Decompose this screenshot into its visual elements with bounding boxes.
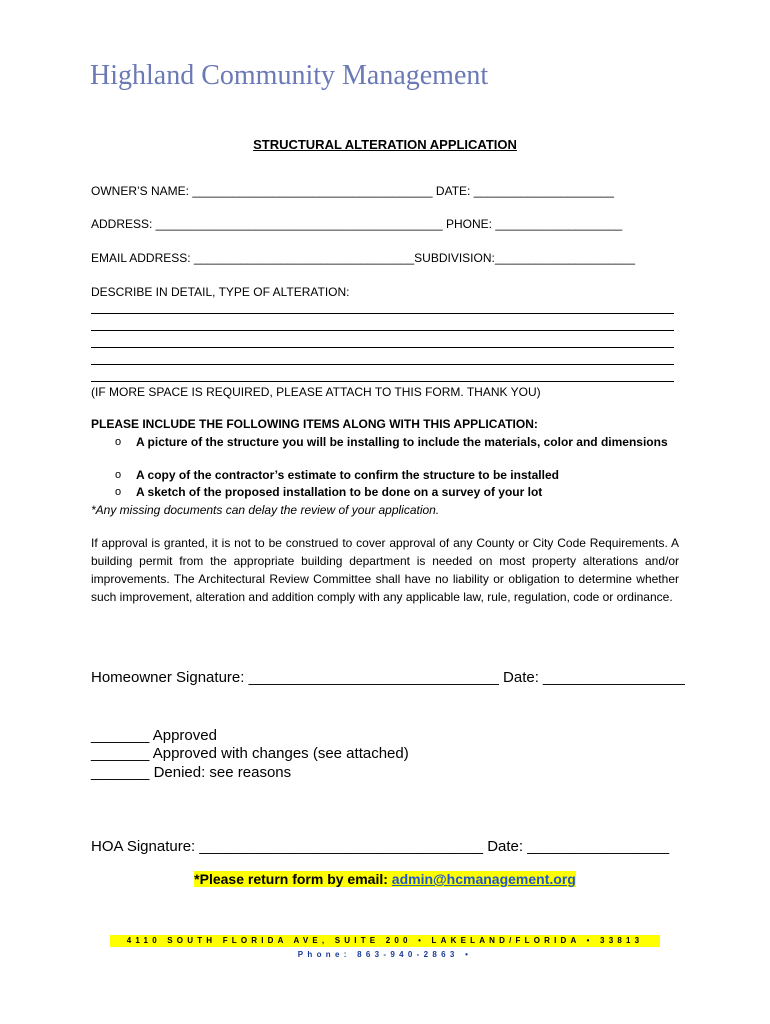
email-link[interactable]: admin@hcmanagement.org: [391, 871, 576, 887]
include-item: A copy of the contractor’s estimate to confirm the structure to be installed: [136, 468, 559, 482]
bullet-icon: o: [115, 436, 122, 448]
approved-option[interactable]: _______ Approved: [91, 727, 217, 744]
missing-docs-warning: *Any missing documents can delay the review of your application.: [91, 503, 440, 517]
describe-line[interactable]: [91, 364, 674, 365]
describe-line[interactable]: [91, 313, 674, 314]
address-phone-field[interactable]: ADDRESS: ___________________________________________ PHONE: ___________________: [91, 217, 623, 231]
include-item: A sketch of the proposed installation to be done on a survey of your lot: [136, 485, 543, 499]
bullet-icon: o: [115, 469, 122, 481]
return-prefix: *Please return form by email:: [194, 871, 392, 887]
email-subdivision-field[interactable]: EMAIL ADDRESS: _________________________________SUBDIVISION:_____________________: [91, 251, 635, 265]
footer-phone: Phone: 863-940-2863 •: [297, 950, 473, 959]
describe-line[interactable]: [91, 330, 674, 331]
return-instruction: [0, 871, 770, 887]
disclaimer-paragraph: If approval is granted, it is not to be construed to cover approval of any County or City Code Requirements. A building permit from the appropriate building department is needed on most property alterations and/or improvements. The Architectural Review Committee shall have no liability or obligation to determine whether such improvement, alteration and addition comply with any applicable law, rule, regulation, code or ordinance.: [91, 536, 679, 604]
footer-address: 4110 SOUTH FLORIDA AVE, SUITE 200 • LAKELAND/FLORIDA • 33813: [126, 936, 644, 945]
denied-option[interactable]: _______ Denied: see reasons: [91, 764, 292, 781]
approved-with-changes-option[interactable]: _______ Approved with changes (see attached): [91, 745, 409, 762]
include-item: A picture of the structure you will be installing to include the materials, color and dimensions: [136, 435, 668, 449]
form-title: STRUCTURAL ALTERATION APPLICATION: [253, 137, 517, 152]
organization-name: Highland Community Management: [90, 60, 489, 91]
describe-line[interactable]: [91, 347, 674, 348]
describe-label: DESCRIBE IN DETAIL, TYPE OF ALTERATION:: [91, 285, 350, 299]
include-heading: PLEASE INCLUDE THE FOLLOWING ITEMS ALONG WITH THIS APPLICATION:: [91, 417, 538, 431]
attach-note: (IF MORE SPACE IS REQUIRED, PLEASE ATTACH TO THIS FORM. THANK YOU): [91, 385, 541, 399]
describe-line[interactable]: [91, 381, 674, 382]
homeowner-signature-field[interactable]: Homeowner Signature: ______________________________ Date: _________________: [91, 669, 685, 686]
bullet-icon: o: [115, 486, 122, 498]
hoa-signature-field[interactable]: HOA Signature: __________________________________ Date: _________________: [91, 838, 670, 855]
owner-date-field[interactable]: OWNER’S NAME: ____________________________________ DATE: _____________________: [91, 184, 614, 198]
